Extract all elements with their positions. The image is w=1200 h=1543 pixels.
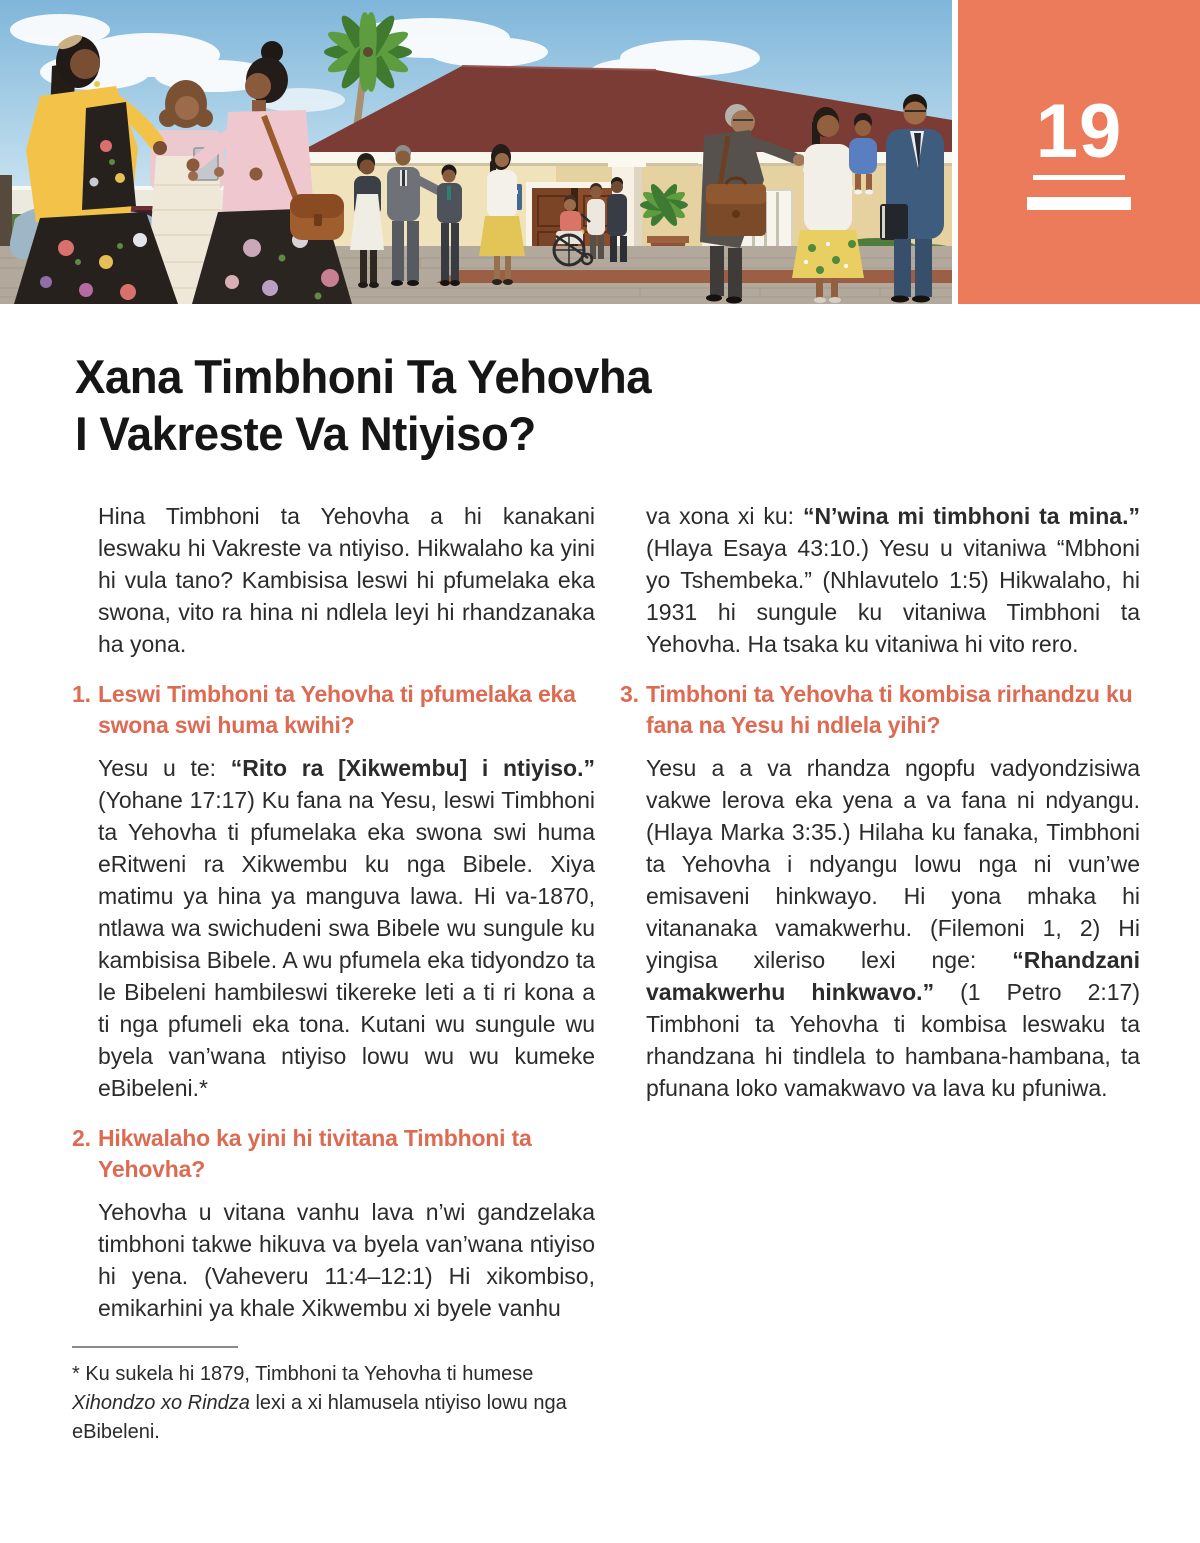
- page-title-line-1: Xana Timbhoni Ta Yehovha: [75, 350, 652, 403]
- footnote: [72, 1346, 595, 1447]
- congregation-photo: [0, 0, 952, 304]
- question-1-number: 1.: [72, 681, 91, 707]
- intro-paragraph: Hina Timbhoni ta Yehovha a hi kanakani leswaku hi Vakreste va ntiyiso. Hikwalaho ka yini hi vula tano? Kambisisa leswi hi pfumelaka eka swona, vito ra hina ni ndlela leyi hi rhandzanaka ha yona.: [98, 503, 595, 657]
- page-title: [75, 348, 651, 463]
- paragraph-2: Yehovha u vitana vanhu lava n’wi gandzelaka timbhoni takwe hikuva va byela van’wana ntiyiso hi yena. (Vaheveru 11:4–12:1) Hi xikombiso, emikarhini ya khale Xikwembu xi byele vanhu: [98, 1199, 595, 1321]
- paragraph-3: Yesu a a va rhandza ngopfu vadyondzisiwa vakwe lerova eka yena a va fana ni ndyangu. (Hlaya Marka 3:35.) Hilaha ku fanaka, Timbhoni ta Yehovha i ndyangu lowu nga ni vun’we emisaveni hinkwayo. Hi yona mhaka hi vitananaka vamakwerhu. (Filemoni 1, 2) Hi yingisa xileriso lexi nge: “Rhandzani vamakwerhu hinkwavo.” (1 Petro 2:17) Timbhoni ta Yehovha ti kombisa leswaku ta rhandzana hi tindlela to hambana-hambana, ta pfunana loko vamakwavo va lava ku pfuniwa.: [646, 755, 1140, 1101]
- footnote-rule: [72, 1346, 238, 1348]
- question-2-text: Hikwalaho ka yini hi tivitana Timbhoni ta Yehovha?: [98, 1125, 532, 1182]
- hero: [0, 0, 1200, 304]
- page-title-line-2: I Vakreste Va Ntiyiso?: [75, 407, 536, 461]
- kingdom-hall-scene-illustration: [0, 0, 952, 304]
- question-3-text: Timbhoni ta Yehovha ti kombisa rirhandzu ku fana na Yesu hi ndlela yihi?: [646, 681, 1133, 738]
- question-2-heading: [72, 1123, 595, 1185]
- question-3-heading: [620, 679, 1140, 741]
- question-2-number: 2.: [72, 1125, 91, 1151]
- question-3-number: 3.: [620, 681, 639, 707]
- lesson-number-underline-bar: [1027, 197, 1131, 210]
- right-column: [620, 500, 1140, 1447]
- article-body: [72, 500, 1140, 1447]
- paragraph-1: Yesu u te: “Rito ra [Xikwembu] i ntiyiso.” (Yohane 17:17) Ku fana na Yesu, leswi Timbhoni ta Yehovha ti pfumelaka eka swona swi huma eRitweni ra Xikwembu ku nga Bibele. Xiya matimu ya hina ya manguva lawa. Hi va-1870, ntlawa wa swichudeni swa Bibele wu sungule ku kambisisa Bibele. A wu pfumela eka tidyondzo ta le Bibeleni hambileswi tikereke leti a ti ri kona a ti nga pfumeli eka tona. Kutani wu sungule wu byela van’wana ntiyiso lowu wu wu kumeke eBibeleni.*: [98, 755, 595, 1101]
- lesson-number: 19: [1033, 94, 1126, 180]
- lesson-number-badge: [958, 0, 1200, 304]
- question-1-heading: [72, 679, 595, 741]
- left-column: [72, 500, 595, 1447]
- footnote-text: * Ku sukela hi 1879, Timbhoni ta Yehovha ti humese Xihondzo xo Rindza lexi a xi hlamusela ntiyiso lowu nga eBibeleni.: [72, 1363, 567, 1443]
- paragraph-2-continued: va xona xi ku: “N’wina mi timbhoni ta mina.” (Hlaya Esaya 43:10.) Yesu u vitaniwa “Mbhoni yo Tshembeka.” (Nhlavutelo 1:5) Hikwalaho, hi 1931 hi sungule ku vitaniwa Timbhoni ta Yehovha. Ha tsaka ku vitaniwa hi vito rero.: [646, 503, 1140, 657]
- question-1-text: Leswi Timbhoni ta Yehovha ti pfumelaka eka swona swi huma kwihi?: [98, 681, 576, 738]
